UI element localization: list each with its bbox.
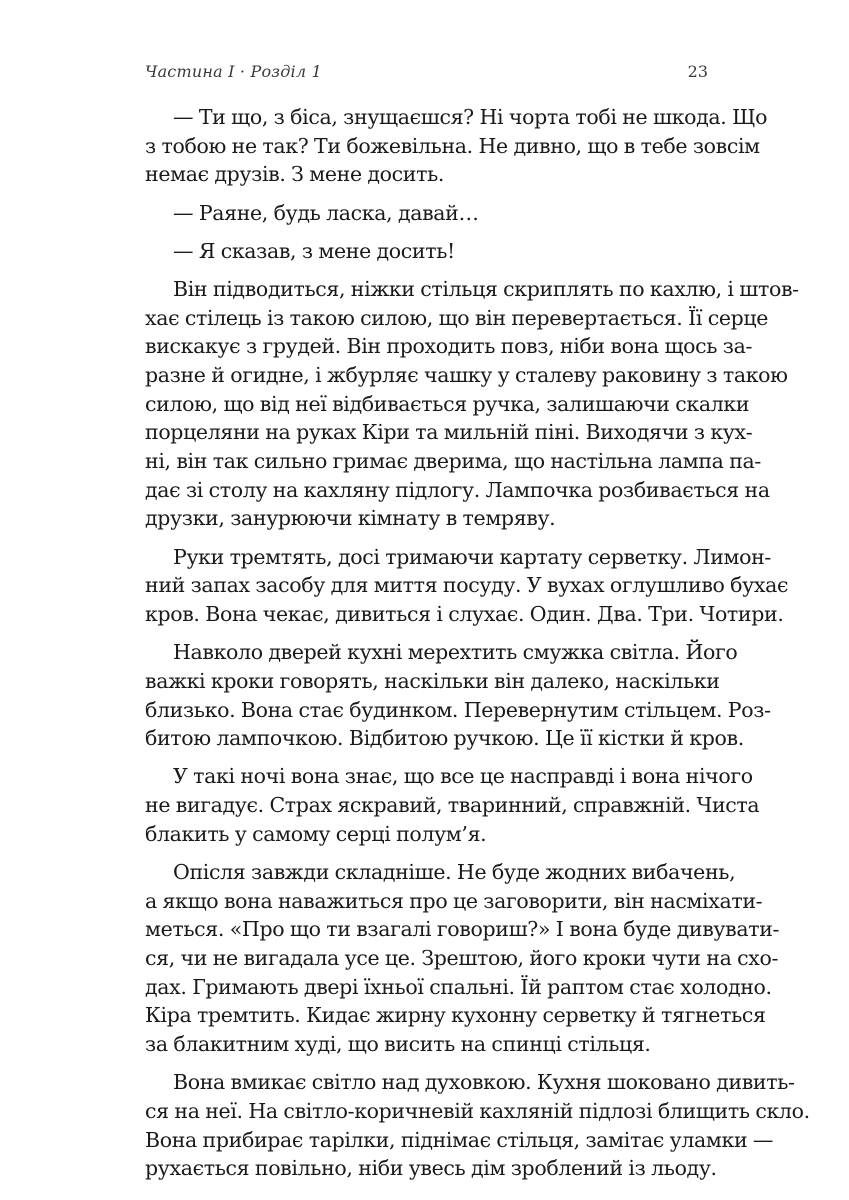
paragraph xyxy=(145,237,708,266)
text-line: битою лампочкою. Відбитою ручкою. Це її кістки й кров. xyxy=(145,726,744,751)
text-line: ні, він так сильно гримає дверима, що настільна лампа па- xyxy=(145,449,761,474)
text-line: Навколо дверей кухні мерехтить смужка світла. Його xyxy=(173,640,738,665)
text-line: близько. Вона стає будинком. Перевернутим стільцем. Роз- xyxy=(145,697,771,722)
paragraph-gap xyxy=(145,753,708,763)
text-line: разне й огидне, і жбурляє чашку у сталеву раковину з такою xyxy=(145,363,788,387)
text-line: У такі ночі вона знає, що все це насправді і вона нічого xyxy=(173,764,753,789)
text-line: — Раяне, будь ласка, давай… xyxy=(173,200,479,225)
paragraph-gap xyxy=(145,849,708,859)
paragraph xyxy=(145,275,799,533)
paragraph xyxy=(145,103,768,189)
paragraph xyxy=(145,638,771,753)
text-line: Вона прибирає тарілки, піднімає стільця, замітає уламки — xyxy=(145,1127,774,1152)
text-line: дах. Гримають двері їхньої спальні. Їй раптом стає холодно. xyxy=(145,974,772,999)
text-line: з тобою не так? Ти божевільна. Не дивно, що в тебе зовсім xyxy=(145,133,760,158)
text-line: хає стілець із такою силою, що він перевертається. Її серце xyxy=(145,305,769,330)
text-line: Опісля завжди складніше. Не буде жодних вибачень, xyxy=(173,860,736,884)
text-line: кров. Вона чекає, дивиться і слухає. Один. Два. Три. Чотири. xyxy=(145,602,784,626)
text-line: — Я сказав, з мене досить! xyxy=(173,238,455,263)
text-line: не вигадує. Страх яскравий, тваринний, справжній. Чиста xyxy=(145,793,760,818)
paragraph xyxy=(145,858,780,1059)
text-line: блакить у самому серці полум’я. xyxy=(145,821,487,846)
text-line: а якщо вона наважиться про це заговорити, він насміхати- xyxy=(145,888,763,913)
text-line: порцеляни на руках Кіри та мильній піні. Виходячи з кух- xyxy=(145,420,753,445)
text-line: Вона вмикає світло над духовкою. Кухня шоковано дивить- xyxy=(173,1070,795,1095)
paragraph-gap xyxy=(145,227,708,237)
text-line: силою, що від неї відбивається ручка, залишаючи скалки xyxy=(145,391,750,416)
paragraph-gap xyxy=(145,1059,708,1069)
text-line: ся на неї. На світло-коричневій кахляній підлозі блищить скло. xyxy=(145,1099,810,1123)
text-line: друзки, занурюючи кімнату в темряву. xyxy=(145,506,556,531)
running-head: Частина I · Розділ 1 xyxy=(145,62,322,81)
text-line: вискакує з грудей. Він проходить повз, ніби вона щось за- xyxy=(145,334,753,359)
body-text xyxy=(145,103,810,1183)
text-line: ся, чи не вигадала усе це. Зрештою, його кроки чути на схо- xyxy=(145,946,779,971)
text-line: меться. «Про що ти взагалі говориш?» І вона буде дивувати- xyxy=(145,917,780,942)
text-line: дає зі столу на кахляну підлогу. Лампочка розбивається на xyxy=(145,477,770,502)
text-line: рухається повільно, ніби увесь дім зроблений із льоду. xyxy=(145,1156,717,1181)
text-line: Він підводиться, ніжки стільця скриплять по кахлю, і штов- xyxy=(173,276,799,301)
paragraph xyxy=(145,199,708,228)
paragraph xyxy=(145,762,760,848)
text-line: важкі кроки говорять, наскільки він далеко, наскільки xyxy=(145,668,720,693)
page-number: 23 xyxy=(687,62,708,81)
text-line: ний запах засобу для миття посуду. У вухах оглушливо бухає xyxy=(145,573,789,598)
paragraph-gap xyxy=(145,533,708,543)
text-line: за блакитним худі, що висить на спинці стільця. xyxy=(145,1032,651,1057)
paragraph-gap xyxy=(145,629,708,639)
text-line: — Ти що, з біса, знущаєшся? Ні чорта тобі не шкода. Що xyxy=(173,105,768,129)
paragraph-gap xyxy=(145,189,708,199)
text-line: Кіра тремтить. Кидає жирну кухонну серветку й тягнеться xyxy=(145,1003,766,1028)
text-line: Руки тремтять, досі тримаючи картату серветку. Лимон- xyxy=(173,544,771,569)
text-line: немає друзів. З мене досить. xyxy=(145,162,445,187)
paragraph-gap xyxy=(145,265,708,275)
paragraph xyxy=(145,1068,810,1183)
paragraph xyxy=(145,543,789,629)
